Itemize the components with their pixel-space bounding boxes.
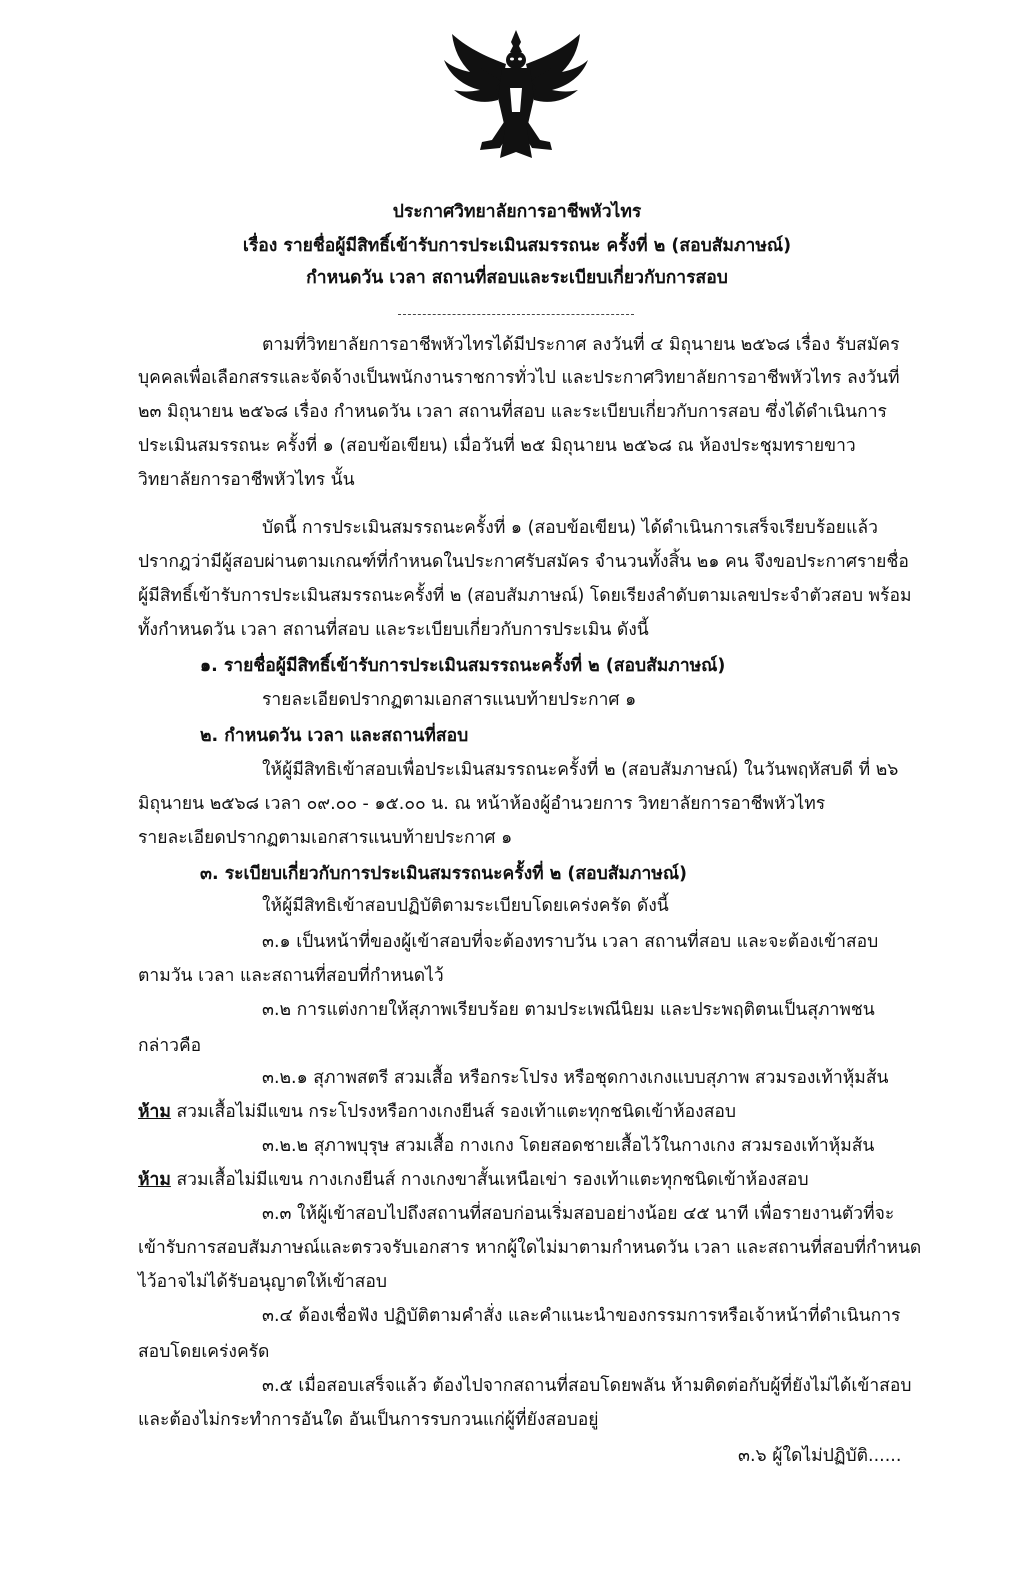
- rule-3-3-line-2: เข้ารับการสอบสัมภาษณ์และตรวจรับเอกสาร หากผู้ใดไม่มาตามกำหนดวัน เวลา และสถานที่สอบที่กำหนด: [138, 1238, 922, 1258]
- p2-line-2: ปรากฎว่ามีผู้สอบผ่านตามเกณฑ์ที่กำหนดในประกาศรับสมัคร จำนวนทั้งสิ้น ๒๑ คน จึงขอประกาศรายชื่อ: [138, 552, 909, 572]
- section-3-intro: ให้ผู้มีสิทธิเข้าสอบปฏิบัติตามระเบียบโดยเคร่งครัด ดังนี้: [262, 896, 669, 916]
- section-1-heading: ๑. รายชื่อผู้มีสิทธิ์เข้ารับการประเมินสมรรถนะครั้งที่ ๒ (สอบสัมภาษณ์): [200, 656, 726, 676]
- p2-line-4: ทั้งกำหนดวัน เวลา สถานที่สอบ และระเบียบเกี่ยวกับการประเมิน ดังนี้: [138, 620, 649, 640]
- section-1-text: รายละเอียดปรากฏตามเอกสารแนบท้ายประกาศ ๑: [262, 690, 637, 710]
- garuda-emblem: [440, 28, 592, 163]
- p1-line-2: บุคคลเพื่อเลือกสรรและจัดจ้างเป็นพนักงานราชการทั่วไป และประกาศวิทยาลัยการอาชีพหัวไทร ลงวันที่: [138, 368, 900, 388]
- rule-3-3-line-3: ไว้อาจไม่ได้รับอนุญาตให้เข้าสอบ: [138, 1272, 387, 1292]
- section-2-line-2: มิถุนายน ๒๕๖๘ เวลา ๐๙.๐๐ - ๑๕.๐๐ น. ณ หน้าห้องผู้อำนวยการ วิทยาลัยการอาชีพหัวไทร: [138, 794, 826, 814]
- rule-3-2-1-line-2: [138, 1100, 736, 1124]
- p1-line-3: ๒๓ มิถุนายน ๒๕๖๘ เรื่อง กำหนดวัน เวลา สถานที่สอบ และระเบียบเกี่ยวกับการสอบ ซึ่งได้ดำเนินการ: [138, 402, 887, 422]
- p2-line-3: ผู้มีสิทธิ์เข้ารับการประเมินสมรรถนะครั้งที่ ๒ (สอบสัมภาษณ์) โดยเรียงลำดับตามเลขประจำตัวสอบ พร้อม: [138, 586, 912, 606]
- section-2-heading: ๒. กำหนดวัน เวลา และสถานที่สอบ: [200, 726, 469, 746]
- rule-3-2-1-line-1: ๓.๒.๑ สุภาพสตรี สวมเสื้อ หรือกระโปรง หรือชุดกางเกงแบบสุภาพ สวมรองเท้าหุ้มส้น: [262, 1068, 889, 1088]
- p1-line-1: ตามที่วิทยาลัยการอาชีพหัวไทรได้มีประกาศ ลงวันที่ ๔ มิถุนายน ๒๕๖๘ เรื่อง รับสมัคร: [262, 335, 900, 355]
- announcement-subject-2: กำหนดวัน เวลา สถานที่สอบและระเบียบเกี่ยวกับการสอบ: [306, 268, 728, 288]
- rule-3-2-2-line-1: ๓.๒.๒ สุภาพบุรุษ สวมเสื้อ กางเกง โดยสอดชายเสื้อไว้ในกางเกง สวมรองเท้าหุ้มส้น: [262, 1136, 875, 1156]
- rule-3-2-2-forbidden-items: สวมเสื้อไม่มีแขน กางเกงยีนส์ กางเกงขาสั้นเหนือเข่า รองเท้าแตะทุกชนิดเข้าห้องสอบ: [176, 1170, 809, 1190]
- rule-3-2-line-1: ๓.๒ การแต่งกายให้สุภาพเรียบร้อย ตามประเพณีนิยม และประพฤติตนเป็นสุภาพชน: [262, 1000, 875, 1020]
- continued-footer: ๓.๖ ผู้ใดไม่ปฏิบัติ......: [738, 1446, 902, 1466]
- announcement-subject: เรื่อง รายชื่อผู้มีสิทธิ์เข้ารับการประเมินสมรรถนะ ครั้งที่ ๒ (สอบสัมภาษณ์): [242, 236, 792, 256]
- rule-3-5-line-2: และต้องไม่กระทำการอันใด อันเป็นการรบกวนแก่ผู้ที่ยังสอบอยู่: [138, 1410, 599, 1430]
- rule-3-4-line-1: ๓.๔ ต้องเชื่อฟัง ปฏิบัติตามคำสั่ง และคำแนะนำของกรรมการหรือเจ้าหน้าที่ดำเนินการ: [262, 1306, 901, 1326]
- section-2-line-1: ให้ผู้มีสิทธิเข้าสอบเพื่อประเมินสมรรถนะครั้งที่ ๒ (สอบสัมภาษณ์) ในวันพฤหัสบดี ที่ ๒๖: [262, 760, 899, 780]
- rule-3-2-line-2: กล่าวคือ: [138, 1036, 202, 1056]
- p1-line-5: วิทยาลัยการอาชีพหัวไทร นั้น: [138, 470, 355, 490]
- p1-line-4: ประเมินสมรรถนะ ครั้งที่ ๑ (สอบข้อเขียน) เมื่อวันที่ ๒๕ มิถุนายน ๒๕๖๘ ณ ห้องประชุมทรายขาว: [138, 436, 856, 456]
- rule-3-2-1-forbidden-items: สวมเสื้อไม่มีแขน กระโปรงหรือกางเกงยีนส์ รองเท้าแตะทุกชนิดเข้าห้องสอบ: [176, 1102, 737, 1122]
- header-separator: [398, 314, 634, 315]
- section-3-heading: ๓. ระเบียบเกี่ยวกับการประเมินสมรรถนะครั้งที่ ๒ (สอบสัมภาษณ์): [200, 864, 688, 884]
- rule-3-2-2-line-2: [138, 1168, 809, 1192]
- section-2-line-3: รายละเอียดปรากฏตามเอกสารแนบท้ายประกาศ ๑: [138, 828, 513, 848]
- p2-line-1: บัดนี้ การประเมินสมรรถนะครั้งที่ ๑ (สอบข้อเขียน) ได้ดำเนินการเสร็จเรียบร้อยแล้ว: [262, 518, 878, 538]
- rule-3-1-line-1: ๓.๑ เป็นหน้าที่ของผู้เข้าสอบที่จะต้องทราบวัน เวลา สถานที่สอบ และจะต้องเข้าสอบ: [262, 932, 879, 952]
- rule-3-5-line-1: ๓.๕ เมื่อสอบเสร็จแล้ว ต้องไปจากสถานที่สอบโดยพลัน ห้ามติดต่อกับผู้ที่ยังไม่ได้เข้าสอบ: [262, 1376, 912, 1396]
- rule-3-4-line-2: สอบโดยเคร่งครัด: [138, 1342, 270, 1362]
- rule-3-1-line-2: ตามวัน เวลา และสถานที่สอบที่กำหนดไว้: [138, 966, 444, 986]
- forbid-label: ห้าม: [138, 1170, 171, 1190]
- rule-3-3-line-1: ๓.๓ ให้ผู้เข้าสอบไปถึงสถานที่สอบก่อนเริ่มสอบอย่างน้อย ๔๕ นาที เพื่อรายงานตัวที่จะ: [262, 1204, 895, 1224]
- forbid-label: ห้าม: [138, 1102, 171, 1122]
- announcement-title: ประกาศวิทยาลัยการอาชีพหัวไทร: [392, 202, 642, 222]
